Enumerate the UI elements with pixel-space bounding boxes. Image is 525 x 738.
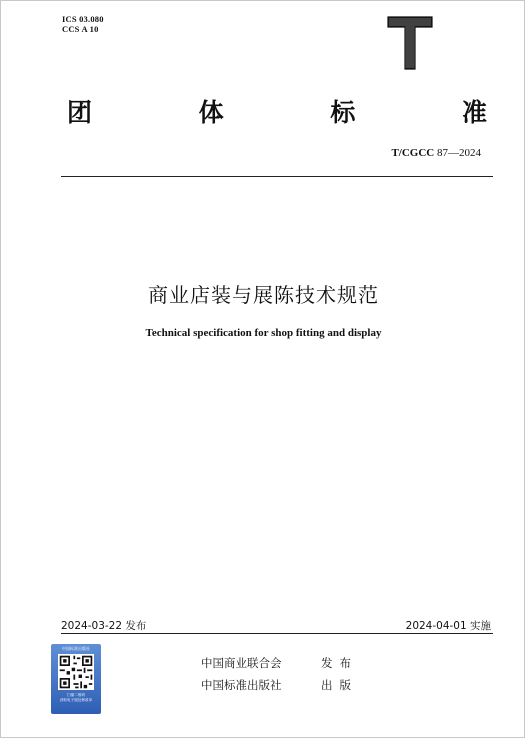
publisher-role: 发布 <box>321 656 358 670</box>
qr-caption-line: 获取电子版及修改单 <box>59 697 93 702</box>
qr-code-icon <box>58 654 94 690</box>
publish-date: 2024-03-22 发布 <box>61 620 147 632</box>
standard-number <box>391 147 481 159</box>
org-title-char: 标 <box>330 98 356 127</box>
publisher-row <box>201 677 358 693</box>
ics-code: ICS 03.080 <box>62 14 104 24</box>
qr-badge-header: 中国标准出版社 <box>62 646 90 651</box>
qr-caption-line: 扫描二维码 <box>67 693 85 697</box>
document-title-english: Technical specification for shop fitting and display <box>145 327 382 339</box>
bottom-divider <box>61 633 493 634</box>
qr-badge[interactable] <box>51 644 101 714</box>
publisher-name: 中国商业联合会 <box>201 656 282 670</box>
ccs-code: CCS A 10 <box>62 24 99 34</box>
standard-number-year: 87—2024 <box>434 147 481 159</box>
top-divider <box>61 176 493 177</box>
org-title-char: 团 <box>67 98 93 127</box>
qr-badge-caption <box>53 693 99 702</box>
group-standard-title <box>67 93 487 129</box>
standard-t-logo <box>387 16 433 70</box>
classification-codes <box>62 14 104 34</box>
org-title-char: 准 <box>461 98 487 127</box>
publisher-row <box>201 655 358 671</box>
standard-code: T/CGCC <box>391 147 435 159</box>
publisher-name: 中国标准出版社 <box>201 678 282 692</box>
implement-date: 2024-04-01 实施 <box>405 620 491 632</box>
publisher-role: 出版 <box>321 678 358 692</box>
document-title-chinese: 商业店装与展陈技术规范 <box>148 283 379 307</box>
org-title-char: 体 <box>198 98 224 127</box>
